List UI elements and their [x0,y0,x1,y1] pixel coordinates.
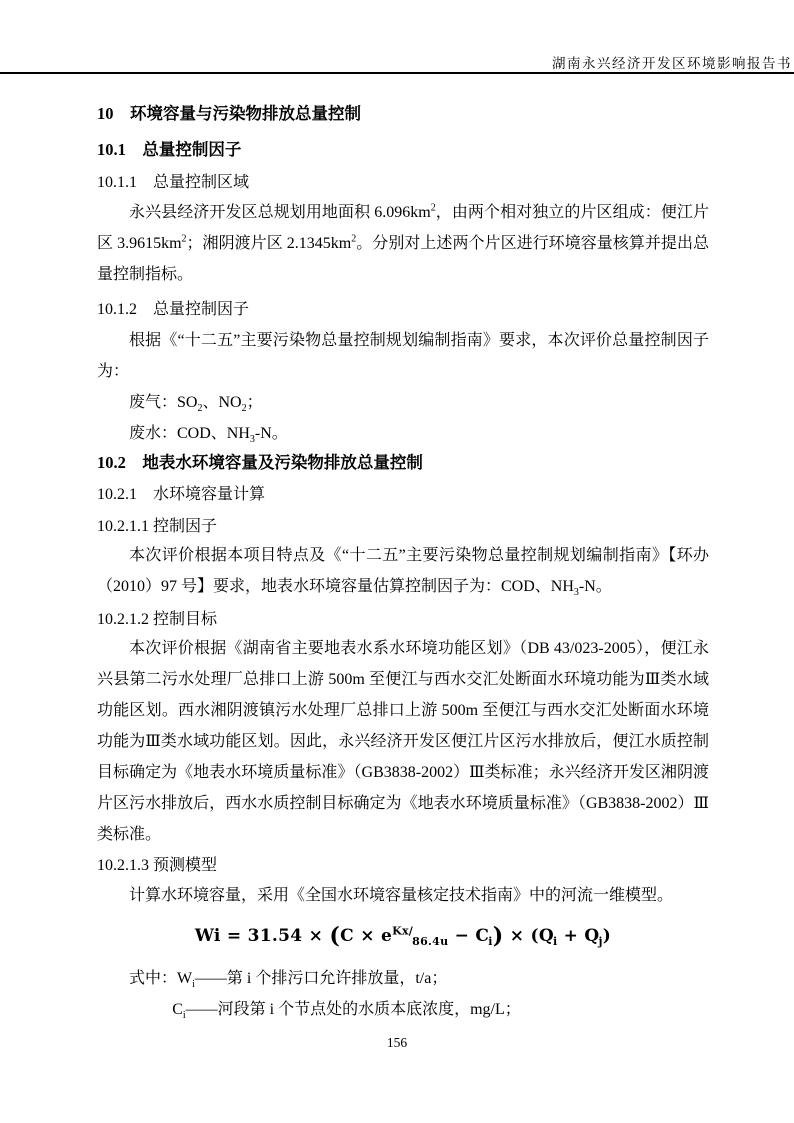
paragraph-prediction-model: 计算水环境容量，采用《全国水环境容量核定技术指南》中的河流一维模型。 [129,887,674,904]
section-heading-10: 10 环境容量与污染物排放总量控制 [97,104,361,123]
paragraph-control-basis: 根据《“十二五”主要污染物总量控制规划编制指南》要求，本次评价总量控制因子为： [97,332,709,380]
symbol-definition-wi: 式中：$W_i——$第 i 个排污口允许排放量，t/a； [129,970,448,991]
symbol-definition-ci: $C_i——$河段第 i 个节点处的水质本底浓度，mg/L； [172,1001,521,1022]
section-heading-10-1-2: 10.1.2 总量控制因子 [97,301,250,318]
section-heading-10-1-1: 10.1.1 总量控制区域 [97,174,250,191]
section-heading-10-1: 10.1 总量控制因子 [97,140,242,159]
list-item-waste-gas: 废气：$SO_2$、$NO_2$； [129,394,263,415]
page-header-title: 湖南永兴经济开发区环境影响报告书 [552,56,792,71]
document-content [97,0,709,1025]
list-item-waste-water: 废水：COD、$NH_3-N$。 [129,425,288,446]
section-heading-10-2-1-1: 10.2.1.1 控制因子 [97,518,218,535]
section-heading-10-2-1-3: 10.2.1.3 预测模型 [97,857,218,874]
section-heading-10-2-1-2: 10.2.1.2 控制目标 [97,611,218,628]
paragraph-planning-area: 永兴县经济开发区总规划用地面积 $6.096km^2$，由两个相对独立的片区组成：便江片区 $3.9615km^2$；湘阴渡片区 $2.1345km^2$。分别对上述两个片区进行环境容量核算并提出总量控制指标。 [97,202,709,283]
section-heading-10-2: 10.2 地表水环境容量及污染物排放总量控制 [97,453,423,472]
paragraph-control-target: 本次评价根据《湖南省主要地表水系水环境功能区划》（DB 43/023-2005），便江永兴县第二污水处理厂总排口上游 500m 至便江与西水交汇处断面水环境功能为Ⅲ类水域功能区划。西水湘阴渡镇污水处理厂总排口上游 500m 至便江与西水交汇处断面水环境功能为Ⅲ类水域功能区划。因此，永兴经济开发区便江片区污水排放后，便江水质控制目标确定为《地表水环境质量标准》（GB3838-2002）Ⅲ类标准；永兴经济开发区湘阴渡片区污水排放后，西水水质控制目标确定为《地表水环境质量标准》（GB3838-2002）Ⅲ类标准。 [97,640,709,843]
section-heading-10-2-1: 10.2.1 水环境容量计算 [97,486,266,503]
page-number: 156 [386,1035,408,1050]
formula-river-1d-model: $Wi = 31.54 \times (C \times e^{Kx/}_{86.4u} - C_i) \times (Q_i + Q_j)$ [194,923,612,949]
paragraph-estimation-factors: 本次评价根据本项目特点及《“十二五”主要污染物总量控制规划编制指南》【环办（2010）97 号】要求，地表水环境容量估算控制因子为：COD、$NH_3-N$。 [97,547,709,599]
